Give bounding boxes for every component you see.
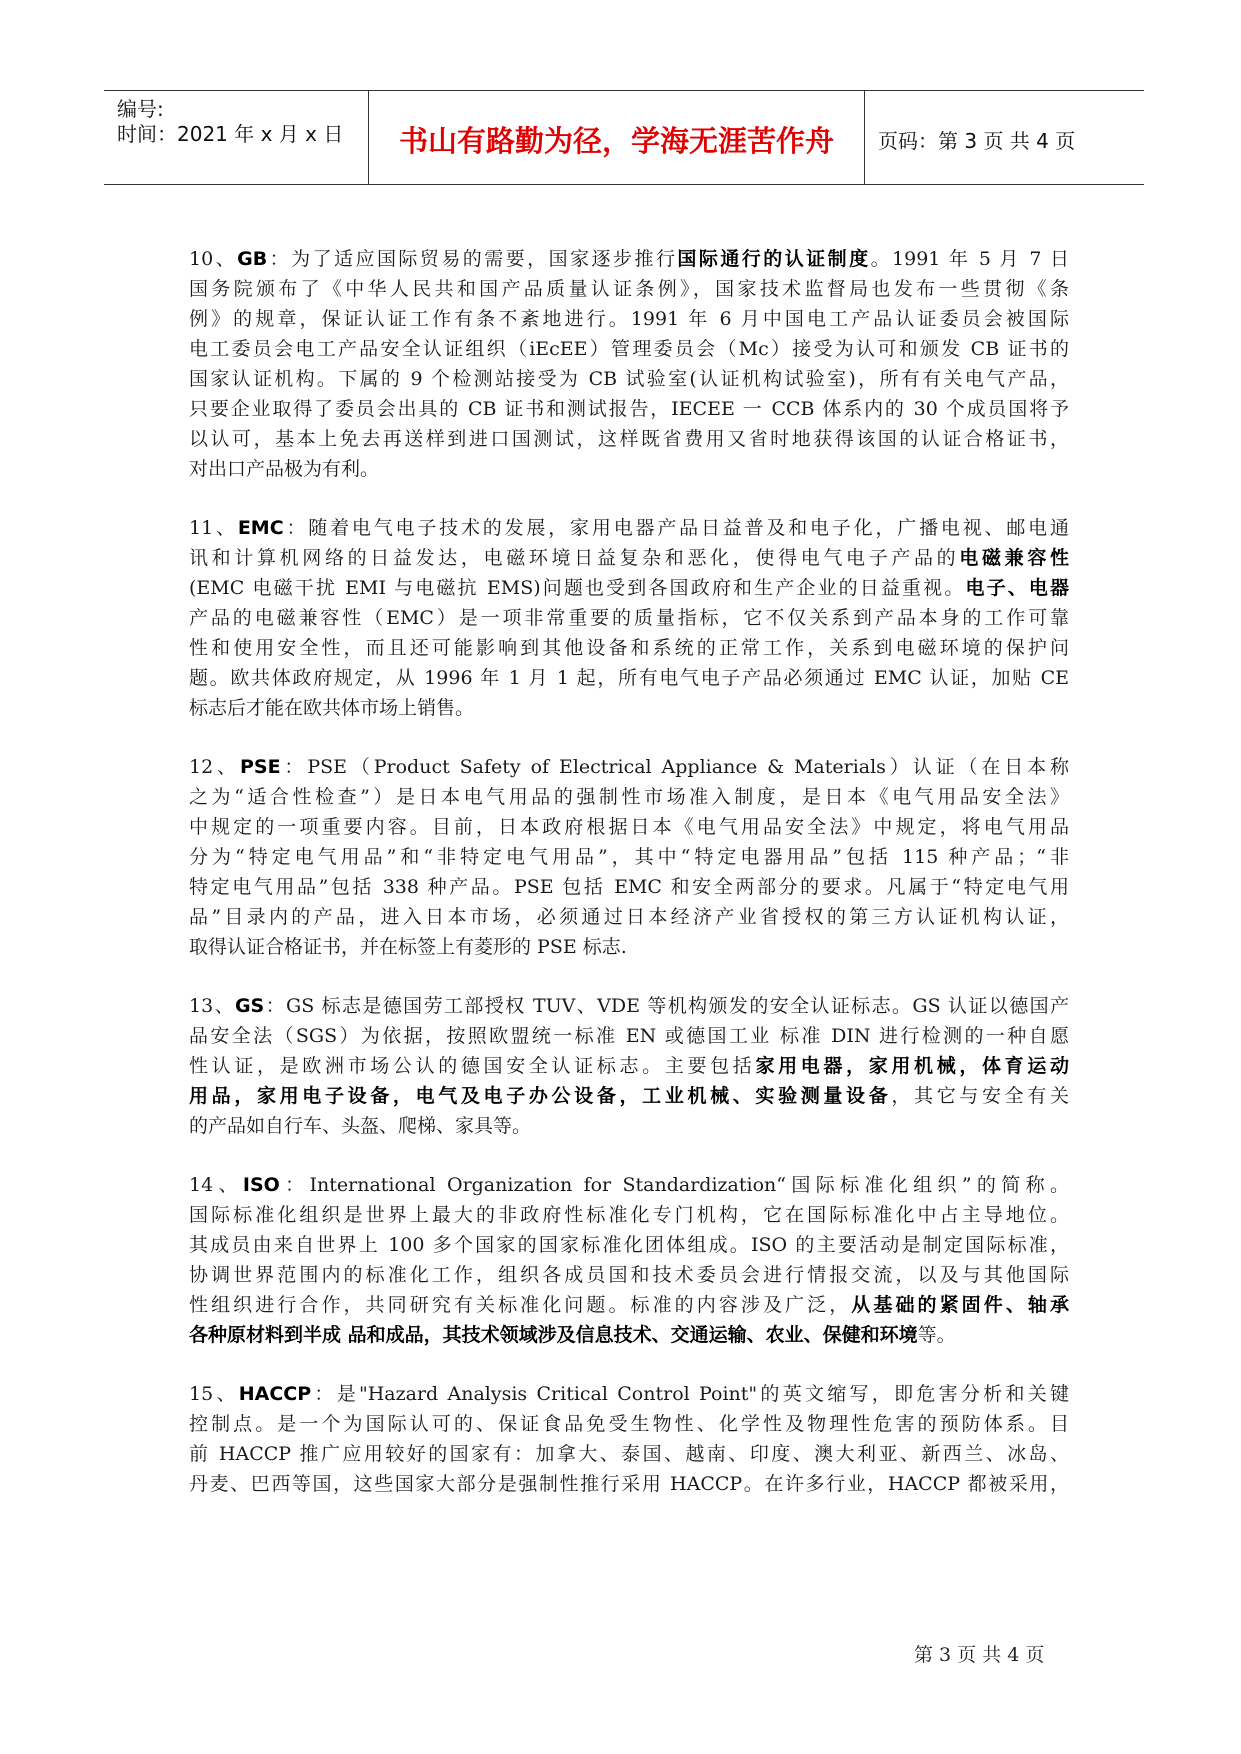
text-line [189,782,1069,812]
section-paragraph [189,991,1069,1141]
text-run: 以认可，基本上免去再送样到进口国测试，这样既省费用又省时地获得该国的认证合格证书， [189,428,1069,450]
text-line [189,1051,1069,1081]
text-run: 只要企业取得了委员会出具的 CB 证书和测试报告，IECEE 一 CCB 体系内的 30 个成员国将予 [189,398,1069,420]
text-line [189,932,1069,962]
text-line [189,752,1069,782]
text-run: 性认证，是欧洲市场公认的德国安全认证标志。主要包括 [189,1055,756,1077]
text-run: 的产品如自行车、头盔、爬梯、家具等。 [189,1115,532,1137]
text-run: 前 HACCP 推广应用较好的国家有：加拿大、泰国、越南、印度、澳大利亚、新西兰、冰岛、 [189,1443,1069,1465]
text-line [189,1200,1069,1230]
text-line [189,454,1069,484]
text-line [189,364,1069,394]
text-line [189,573,1069,603]
text-run: 。1991 年 5 月 7 日 [870,248,1069,270]
text-run: 品安全法（SGS）为依据，按照欧盟统一标准 EN 或德国工业 标准 DIN 进行检测的一种自愿 [189,1025,1069,1047]
text-line [189,304,1069,334]
header-motto: 书山有路勤为径，学海无涯苦作舟 [398,124,834,158]
section-paragraph [189,244,1069,484]
header-info-cell [104,91,369,184]
bold-text: GS [234,995,265,1017]
bold-text: 用品，家用电子设备，电气及电子办公设备，工业机械、实验测量设备 [189,1085,892,1107]
text-run: ：PSE（Product Safety of Electrical Appliance & Materials）认证（在日本称 [280,756,1069,778]
bold-text: 各种原材料到半成 品和成品，其技术领域涉及信息技术、交通运输、农业、保健和环境 [189,1324,918,1346]
bold-text: 电磁兼容性 [959,547,1069,569]
text-line [189,812,1069,842]
bold-text: 从基础的紧固件、轴承 [851,1294,1069,1316]
text-line [189,424,1069,454]
bold-text: HACCP [238,1383,312,1405]
bold-text: EMC [237,517,284,539]
text-run: ：GS 标志是德国劳工部授权 TUV、VDE 等机构颁发的安全认证标志。GS 认证以德国产 [264,995,1069,1017]
text-run: 14、 [189,1174,243,1196]
text-line [189,543,1069,573]
text-run: 国务院颁布了《中华人民共和国产品质量认证条例》，国家技术监督局也发布一些贯彻《条 [189,278,1069,300]
text-run: 控制点。是一个为国际认可的、保证食品免受生物性、化学性及物理性危害的预防体系。目 [189,1413,1069,1435]
text-line [189,663,1069,693]
text-run: 10、 [189,248,238,270]
bold-text: ISO [242,1174,280,1196]
bold-text: GB [237,248,268,270]
text-run: 11、 [189,517,238,539]
text-run: 中规定的一项重要内容。目前，日本政府根据日本《电气用品安全法》中规定，将电气用品 [189,816,1069,838]
text-run: ，其它与安全有关 [891,1085,1069,1107]
text-run: 特定电气用品”包括 338 种产品。PSE 包括 EMC 和安全两部分的要求。凡属于“特定电气用 [189,876,1069,898]
text-line [189,633,1069,663]
text-run: (EMC 电磁干扰 EMI 与电磁抗 EMS)问题也受到各国政府和生产企业的日益重视。 [189,577,966,599]
text-run: 讯和计算机网络的日益发达，电磁环境日益复杂和恶化，使得电气电子产品的 [189,547,960,569]
section-paragraph [189,1170,1069,1350]
text-line [189,274,1069,304]
bold-text: 国际通行的认证制度 [677,248,871,270]
text-run: 国家认证机构。下属的 9 个检测站接受为 CB 试验室(认证机构试验室)，所有有关电气产品， [189,368,1069,390]
text-line [189,1081,1069,1111]
text-run: 协调世界范围内的标准化工作，组织各成员国和技术委员会进行情报交流，以及与其他国际 [189,1264,1069,1286]
text-line [189,1409,1069,1439]
text-line [189,1021,1069,1051]
text-line [189,603,1069,633]
text-run: 之为“适合性检查”）是日本电气用品的强制性市场准入制度，是日本《电气用品安全法》 [189,786,1069,808]
text-line [189,1230,1069,1260]
text-run: 取得认证合格证书，并在标签上有菱形的 PSE 标志. [189,936,627,958]
header-page-cell [865,91,1144,184]
text-run: ：是"Hazard Analysis Critical Control Point"的英文缩写，即危害分析和关键 [311,1383,1069,1405]
text-line [189,842,1069,872]
text-run: 性和使用安全性，而且还可能影响到其他设备和系统的正常工作，关系到电磁环境的保护问 [189,637,1069,659]
text-run: 12、 [189,756,240,778]
text-run: 题。欧共体政府规定，从 1996 年 1 月 1 起，所有电气电子产品必须通过 EMC 认证，加贴 CE [189,667,1069,689]
text-line [189,872,1069,902]
text-run: 15、 [189,1383,239,1405]
document-date: 时间：2021 年 x 月 x 日 [117,122,344,146]
text-run: 电工委员会电工产品安全认证组织（iEcEE）管理委员会（Mc）接受为认可和颁发 CB 证书的 [189,338,1069,360]
text-run: ：International Organization for Standardization“国际标准化组织”的简称。 [279,1174,1069,1196]
text-run: 丹麦、巴西等国，这些国家大部分是强制性推行采用 HACCP。在许多行业，HACCP 都被采用， [189,1473,1069,1495]
header-page-code: 页码：第 3 页 共 4 页 [878,129,1076,153]
text-line [189,991,1069,1021]
document-body [189,244,1069,1528]
text-line [189,1469,1069,1499]
header-motto-cell [369,91,865,184]
text-line [189,1439,1069,1469]
text-line [189,1290,1069,1320]
text-line [189,1260,1069,1290]
section-paragraph [189,1379,1069,1499]
text-run: 例》的规章，保证认证工作有条不紊地进行。1991 年 6 月中国电工产品认证委员会被国际 [189,308,1069,330]
text-run: 标志后才能在欧共体市场上销售。 [189,697,475,719]
text-line [189,513,1069,543]
text-line [189,902,1069,932]
text-run: 品”目录内的产品，进入日本市场，必须通过日本经济产业省授权的第三方认证机构认证， [189,906,1069,928]
section-paragraph [189,513,1069,723]
text-line [189,693,1069,723]
text-run: 对出口产品极为有利。 [189,458,380,480]
bold-text: 家用电器，家用机械，体育运动 [755,1055,1069,1077]
text-line [189,394,1069,424]
text-line [189,1320,1069,1350]
page-footer: 第 3 页 共 4 页 [914,1644,1045,1666]
bold-text: PSE [239,756,281,778]
text-run: 13、 [189,995,235,1017]
text-line [189,1111,1069,1141]
text-run: 性组织进行合作，共同研究有关标准化问题。标准的内容涉及广泛， [189,1294,852,1316]
page-header [104,90,1144,185]
text-line [189,1170,1069,1200]
text-run: 国际标准化组织是世界上最大的非政府性标准化专门机构，它在国际标准化中占主导地位。 [189,1204,1069,1226]
text-run: 其成员由来自世界上 100 多个国家的国家标准化团体组成。ISO 的主要活动是制定国际标准， [189,1234,1069,1256]
text-run: 分为“特定电气用品”和“非特定电气用品”，其中“特定电器用品”包括 115 种产品；“非 [189,846,1069,868]
text-run: ：为了适应国际贸易的需要，国家逐步推行 [267,248,678,270]
document-number-label: 编号: [117,97,164,121]
text-run: 产品的电磁兼容性（EMC）是一项非常重要的质量指标，它不仅关系到产品本身的工作可靠 [189,607,1069,629]
text-run: ：随着电气电子技术的发展，家用电器产品日益普及和电子化，广播电视、邮电通 [283,517,1069,539]
section-paragraph [189,752,1069,962]
text-line [189,1379,1069,1409]
text-line [189,334,1069,364]
text-line [189,244,1069,274]
bold-text: 电子、电器 [965,577,1069,599]
text-run: 等。 [917,1324,956,1346]
